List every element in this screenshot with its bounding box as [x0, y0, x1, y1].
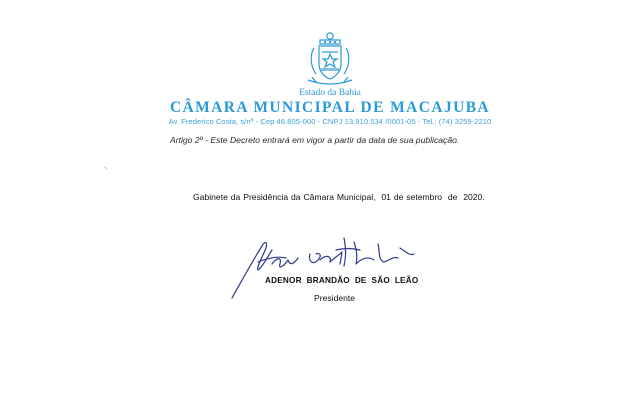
article-text: Artigo 2º - Este Decreto entrará em vigor a partir da data de sua publicação. [170, 135, 460, 145]
closing-date-line: Gabinete da Presidência da Câmara Municipal, 01 de setembro de 2020. [193, 192, 485, 202]
state-name: Estado da Bahia [299, 88, 361, 98]
signer-role: Presidente [314, 293, 356, 303]
coat-of-arms-icon [300, 30, 360, 86]
address-contact-line: Av. Frederico Costa, s/nº - Cep 46.805-000 - CNPJ 13.910.534 /0001-05 - Tel.: (74) 3259-2210 [168, 117, 492, 126]
stray-mark [104, 166, 108, 170]
chamber-name-title: CÂMARA MUNICIPAL DE MACAJUBA [169, 99, 491, 116]
signer-name: ADENOR BRANDÃO DE SÃO LEÃO [265, 276, 419, 285]
handwritten-signature-icon [228, 234, 423, 300]
